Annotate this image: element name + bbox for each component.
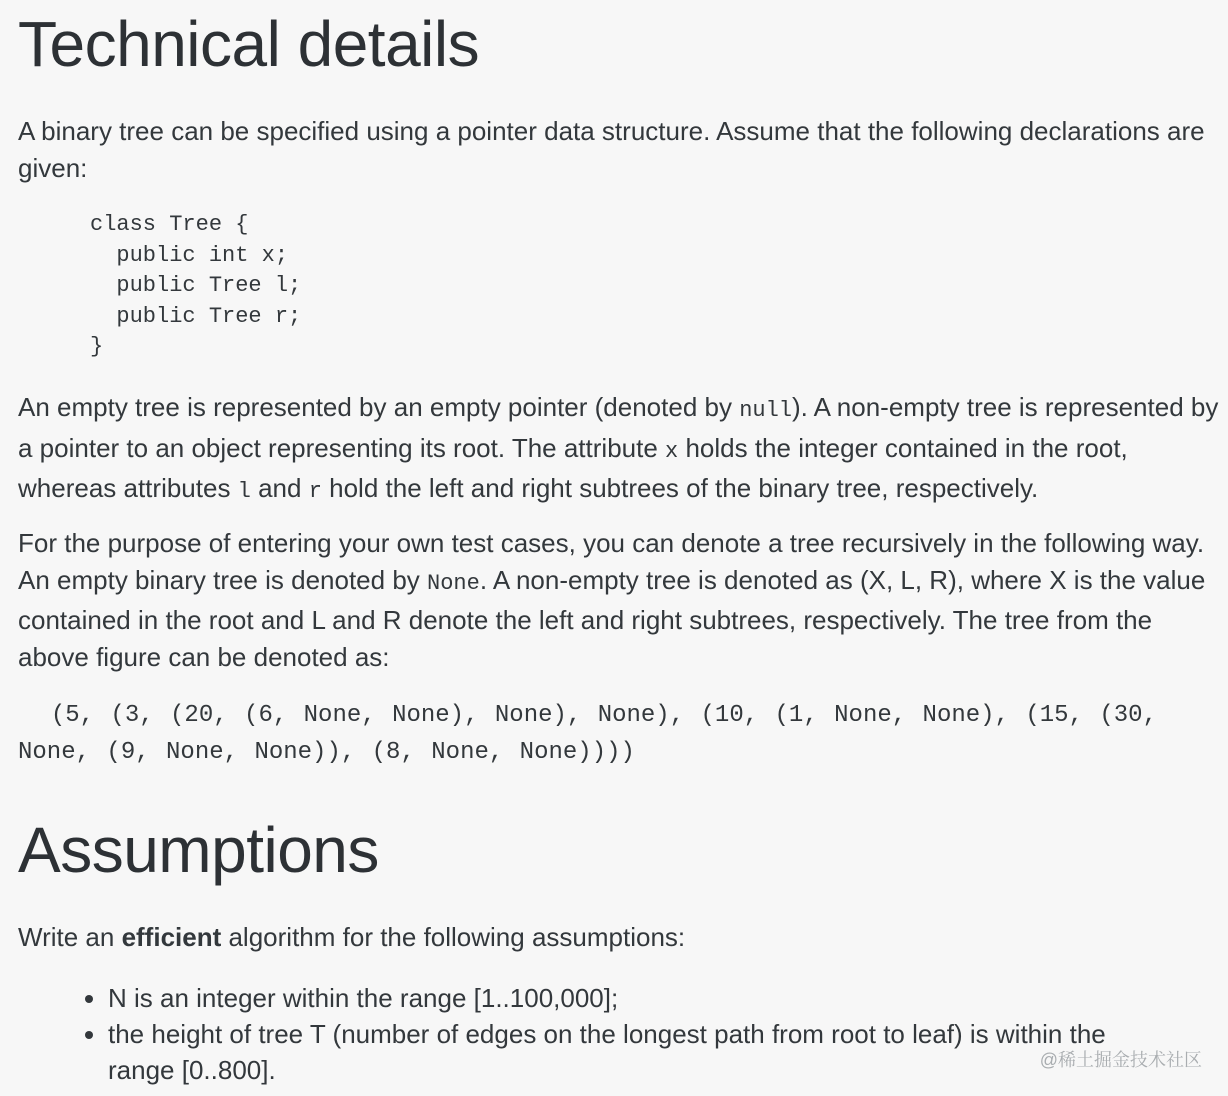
notation-paragraph [18,525,1223,675]
text-segment: holds the integer contained in the root, whereas attributes [18,432,1128,503]
assumptions-list [80,980,1108,1088]
emphasis-efficient: efficient [121,922,222,952]
text-segment: algorithm for the following assumptions: [221,922,686,952]
assumptions-heading: Assumptions [18,814,379,886]
assumptions-intro [18,919,1223,956]
tree-notation-code: (5, (3, (20, (6, None, None), None), None), (10, (1, None, None), (15, (30, None, (9, None, None)), (8, None, None)))) [18,702,1174,766]
inline-code-l: l [237,479,251,504]
inline-code-none: None [427,570,480,596]
text-segment: ). A non-empty tree is represented by a pointer to an object representing its root. The attribute [18,392,1219,463]
list-item: • N is an integer within the range [1..100,000]; [108,980,1108,1016]
text-segment: An empty tree is represented by an empty pointer (denoted by [18,392,740,422]
inline-code-x: x [665,438,679,464]
text-segment: . A non-empty tree is denoted as (X, L, R), where X is the value contained in the root and L and R denote the left and right subtrees, respectively. The tree from the above figure can be denoted as: [18,564,1206,672]
inline-code-null: null [739,398,792,423]
text-segment: hold the left and right subtrees of the binary tree, respectively. [321,473,1039,503]
technical-details-heading: Technical details [18,8,480,80]
intro-paragraph: A binary tree can be specified using a pointer data structure. Assume that the following declarations are given: [18,116,1205,183]
text-segment: For the purpose of entering your own test cases, you can denote a tree recursively in the following way. An empty binary tree is denoted by [18,528,1205,595]
text-segment: and [250,473,309,503]
watermark: @稀土掘金技术社区 [1039,1050,1202,1070]
inline-code-r: r [308,479,322,504]
list-item: • the height of tree T (number of edges on the longest path from root to leaf) is within the range [0..800]. [108,1016,1108,1088]
class-declaration-code: class Tree { public int x; public Tree l; public Tree r; } [90,212,302,359]
representation-paragraph [18,389,1223,511]
text-segment: Write an [18,922,122,952]
